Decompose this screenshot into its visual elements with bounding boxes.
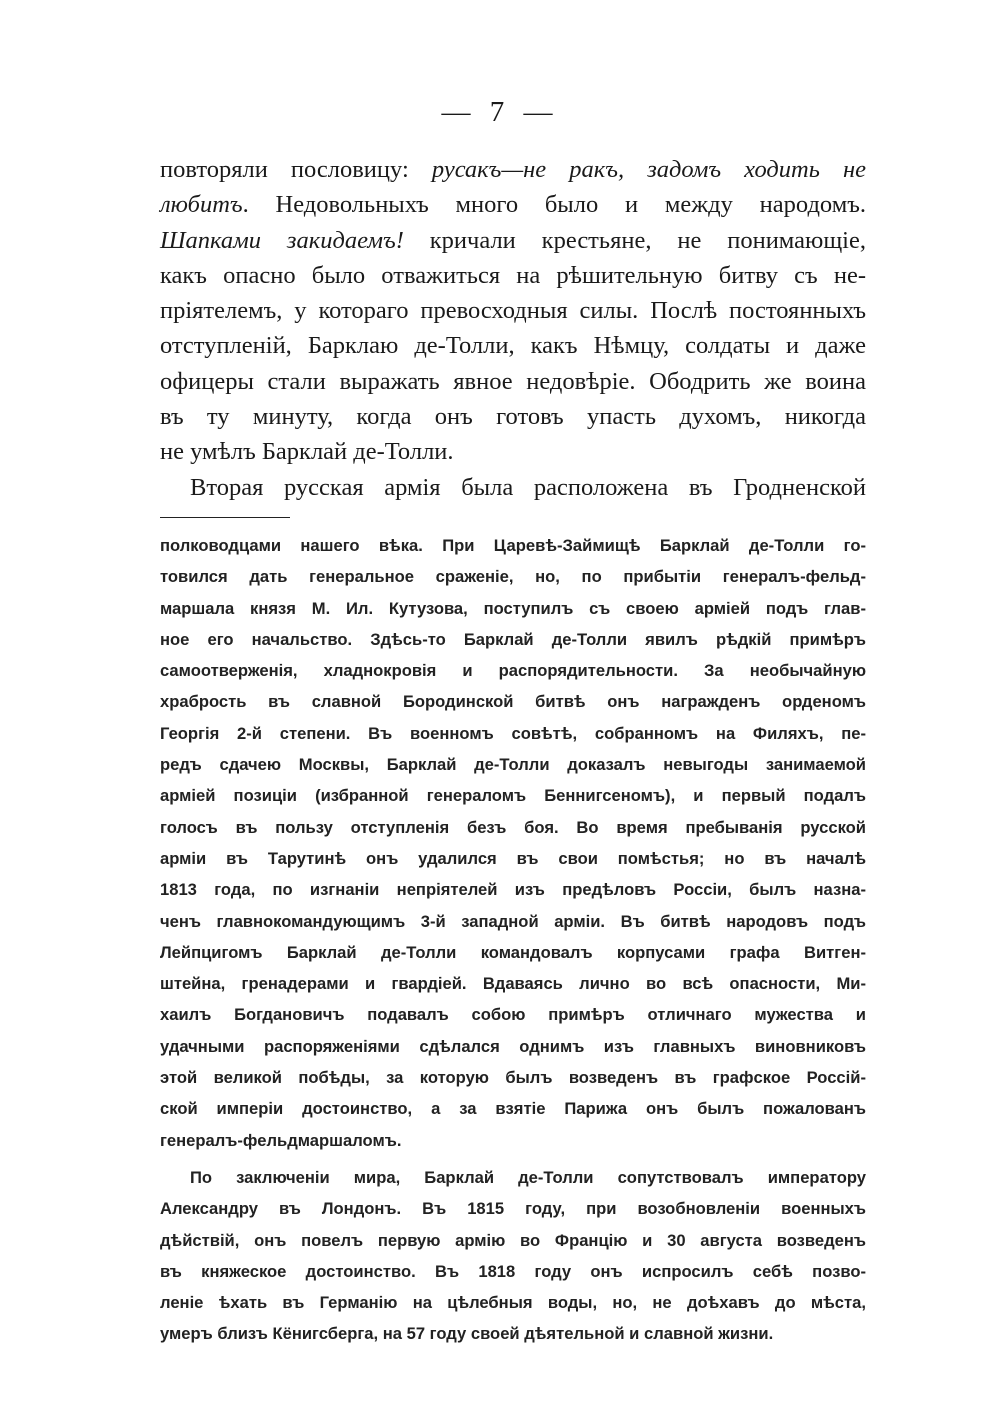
footnote-divider <box>160 517 290 518</box>
footnote-line: штейна, гренадерами и гвардіей. Вдаваясь лично во всѣ опасности, Ми- <box>160 974 866 994</box>
footnote-line: дѣйствій, онъ повелъ первую армію во Францію и 30 августа возведенъ <box>160 1230 866 1250</box>
text-line: какъ опасно было отважиться на рѣшительную битву съ не- <box>160 261 866 289</box>
text-line <box>160 223 866 258</box>
footnote-line: Александру въ Лондонъ. Въ 1815 году, при возобновленіи военныхъ <box>160 1199 866 1219</box>
text-run: . Недовольныхъ много было и между народомъ. <box>242 191 866 219</box>
footnote-line: самоотверженія, хладнокровія и распорядительности. За необычайную <box>160 661 866 681</box>
footnote-line: ченъ главнокомандующимъ 3-й западной арміи. Въ битвѣ народовъ подъ <box>160 911 866 931</box>
footnote-line: храбрость въ славной Бородинской битвѣ онъ награжденъ орденомъ <box>160 692 866 712</box>
text-line: офицеры стали выражать явное недовѣріе. Ободрить же воина <box>160 367 866 395</box>
footnote-line: По заключеніи мира, Барклай де-Толли сопутствовалъ императору <box>190 1167 866 1187</box>
exclamation-italic: Шапками закидаемъ! <box>160 226 404 254</box>
footnote-line: маршала князя М. Ил. Кутузова, поступилъ съ своею арміей подъ глав- <box>160 598 866 618</box>
text-run: кричали крестьяне, не понимающіе, <box>403 226 866 254</box>
text-line: пріятелемъ, у котораго превосходныя силы. Послѣ постоянныхъ <box>160 297 866 325</box>
footnote-line: умеръ близъ Кёнигсберга, на 57 году своей дѣятельной и славной жизни. <box>160 1324 774 1344</box>
footnote-line: редъ сдачею Москвы, Барклай де-Толли доказалъ невыгоды занимаемой <box>160 755 866 775</box>
footnote-line: генералъ-фельдмаршаломъ. <box>160 1130 402 1150</box>
proverb-italic: любитъ <box>160 191 243 219</box>
text-line: Вторая русская армія была расположена въ Гродненской <box>190 473 866 501</box>
footnote-line: леніе ѣхать въ Германію на цѣлебныя воды, но, не доѣхавъ до мѣста, <box>160 1293 866 1313</box>
text-line <box>160 187 866 222</box>
footnote-paragraph-2 <box>160 1162 866 1350</box>
proverb-italic: русакъ—не ракъ, задомъ ходить не <box>431 156 866 183</box>
footnote-line: хаилъ Богдановичъ подавалъ собою примѣръ отличнаго мужества и <box>160 1005 866 1025</box>
footnote-line: этой великой побѣды, за которую былъ возведенъ въ графское Россій- <box>160 1068 866 1088</box>
footnote-line: въ княжеское достоинство. Въ 1818 году онъ испросилъ себѣ позво- <box>160 1261 866 1281</box>
footnote-paragraph-1 <box>160 530 866 1156</box>
main-text <box>160 152 866 505</box>
footnote-line: голосъ въ пользу отступленія безъ боя. Во время пребыванія русской <box>160 817 866 837</box>
footnote <box>160 530 866 1350</box>
footnote-line: удачными распоряженіями сдѣлался однимъ изъ главныхъ виновниковъ <box>160 1036 866 1056</box>
footnote-line: 1813 года, по изгнаніи непріятелей изъ предѣловъ Россіи, былъ назна- <box>160 880 866 900</box>
footnote-line: Лейпцигомъ Барклай де-Толли командовалъ корпусами графа Витген- <box>160 942 866 962</box>
footnote-line: полководцами нашего вѣка. При Царевѣ-Займищѣ Барклай де-Толли го- <box>160 536 866 555</box>
text-run: повторяли пословицу: <box>160 156 432 183</box>
text-line: отступленій, Барклаю де-Толли, какъ Нѣмцу, солдаты и даже <box>160 332 866 360</box>
text-line: не умѣлъ Барклай де-Толли. <box>160 438 454 466</box>
footnote-line: арміи въ Тарутинѣ онъ удалился въ свои помѣстья; но въ началѣ <box>160 848 866 868</box>
footnote-line: товился дать генеральное сраженіе, но, по прибытіи генералъ-фельд- <box>160 567 866 587</box>
text-line <box>160 152 866 187</box>
footnote-line: арміей позиціи (избранной генераломъ Беннигсеномъ), и первый подалъ <box>160 786 866 806</box>
footnote-line: ской имперіи достоинство, а за взятіе Парижа онъ былъ пожалованъ <box>160 1099 866 1119</box>
footnote-line: Георгія 2-й степени. Въ военномъ совѣтѣ, собранномъ на Филяхъ, пе- <box>160 723 866 743</box>
page-number: — 7 — <box>441 96 559 128</box>
footnote-line: ное его начальство. Здѣсь-то Барклай де-Толли явилъ рѣдкій примѣръ <box>160 629 866 649</box>
text-line: въ ту минуту, когда онъ готовъ упасть духомъ, никогда <box>160 403 866 431</box>
